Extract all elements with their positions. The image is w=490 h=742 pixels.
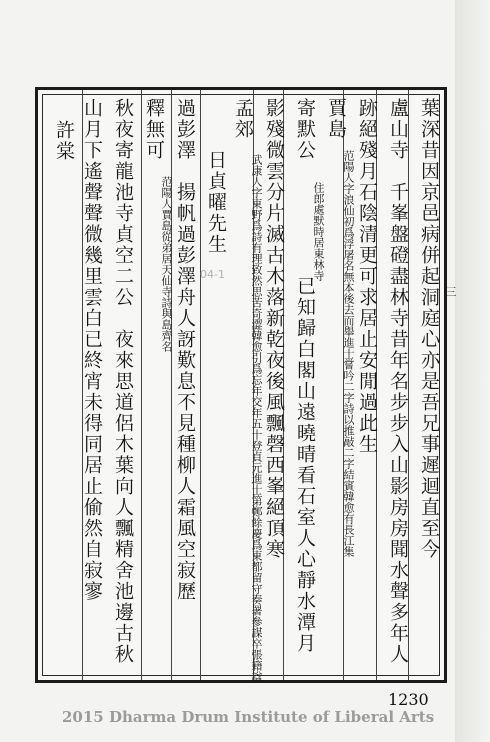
note-mo-gong: 住郎處默時居東林寺: [312, 182, 325, 281]
author-meng-jiao: 孟郊: [232, 98, 254, 140]
watermark: 2015 Dharma Drum Institute of Liberal Arts: [62, 708, 435, 726]
page-number: 1230: [388, 690, 429, 709]
note-wu-ke: 范陽人賈島從弟居天仙寺詩與島齊名: [160, 176, 173, 352]
author-jia-dao: 賈島: [325, 98, 347, 140]
author-wu-ke: 釋無可: [143, 98, 165, 161]
title-mo-gong: 寄默公: [294, 98, 316, 161]
column-divider: [141, 90, 142, 680]
text-column-2: 盧山寺 千峯盤磴盡林寺昔年名步步入山影房房聞水聲多年人: [387, 98, 409, 665]
poem-mo-gong: 已知歸白閣山遠曉晴看石室人心靜水潭月: [294, 276, 316, 654]
page-edge-shadow: [455, 0, 490, 742]
text-column-6: 影殘微雲分片滅古木落新乾夜後風飄磬西峯絕頂寒: [263, 98, 285, 560]
text-column-12: 山月下遙聲聲微幾里雲白已終宵未得同居止偷然自寂寥: [81, 98, 103, 602]
text-column-1: 葉深昔因京邑病併起洞庭心亦是吾兄事遲迴直至今: [418, 98, 440, 560]
scan-mark: 04-1: [200, 268, 225, 281]
note-jia-dao: 范陽人字浪仙初爲浮屠名無本後去而舉進士嘗吟二字詩以推敲二字結賓韓愈有長江集: [342, 150, 355, 557]
meng-jiao-title: 日貞曜先生: [205, 150, 227, 255]
note-meng-jiao: 武康人字東野爲詩有理致然思苦奇澀韓愈引爲忘年交年五十登貞元進士第鄭餘慶爲東都留守奏署參謀卒張籍諡: [250, 154, 263, 682]
text-column-9: 過彭澤 揚帆過彭澤舟人訝歎息不見種柳人霜風空寂歷: [174, 98, 196, 602]
text-column-11: 秋夜寄龍池寺貞空二公 夜來思道侶木葉向人飄精舍池邊古秋: [112, 98, 134, 665]
author-xu-tang: 許棠: [53, 120, 75, 162]
text-column-3: 跡絕殘月石陰清更可求居止安閒過此生: [356, 98, 378, 455]
side-mark: 三: [444, 286, 457, 297]
text-frame: [35, 87, 447, 683]
